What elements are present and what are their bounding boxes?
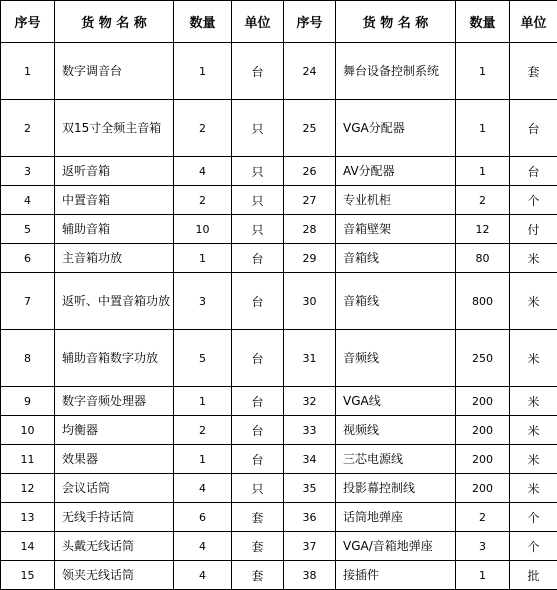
qty-cell: 1 [174,43,232,100]
qty-cell: 2 [174,100,232,157]
qty-cell: 200 [456,416,510,445]
name-cell: 返听音箱 [55,157,174,186]
unit-cell: 台 [510,100,557,157]
header-qty: 数量 [456,1,510,43]
seq-cell: 32 [284,387,336,416]
qty-cell: 1 [456,100,510,157]
name-cell: 专业机柜 [336,186,456,215]
unit-cell: 米 [510,387,557,416]
table-row [1,186,557,215]
table-row [1,273,557,330]
seq-cell: 5 [1,215,55,244]
qty-cell: 800 [456,273,510,330]
qty-cell: 2 [456,186,510,215]
qty-cell: 4 [174,157,232,186]
seq-cell: 13 [1,503,55,532]
table-row [1,561,557,590]
table-row [1,244,557,273]
unit-cell: 只 [232,186,284,215]
header-unit: 单位 [510,1,557,43]
seq-cell: 33 [284,416,336,445]
seq-cell: 2 [1,100,55,157]
name-cell: VGA分配器 [336,100,456,157]
seq-cell: 15 [1,561,55,590]
seq-cell: 3 [1,157,55,186]
name-cell: 辅助音箱数字功放 [55,330,174,387]
table-row [1,474,557,503]
name-cell: 中置音箱 [55,186,174,215]
seq-cell: 31 [284,330,336,387]
unit-cell: 米 [510,445,557,474]
qty-cell: 1 [174,387,232,416]
seq-cell: 4 [1,186,55,215]
table-row [1,416,557,445]
table-row [1,215,557,244]
qty-cell: 250 [456,330,510,387]
unit-cell: 套 [232,532,284,561]
seq-cell: 9 [1,387,55,416]
qty-cell: 1 [174,445,232,474]
name-cell: 头戴无线话筒 [55,532,174,561]
name-cell: 三芯电源线 [336,445,456,474]
name-cell: 均衡器 [55,416,174,445]
header-name: 货 物 名 称 [336,1,456,43]
name-cell: 话筒地弹座 [336,503,456,532]
unit-cell: 米 [510,273,557,330]
name-cell: 领夹无线话筒 [55,561,174,590]
qty-cell: 1 [456,561,510,590]
name-cell: 会议话筒 [55,474,174,503]
unit-cell: 米 [510,330,557,387]
unit-cell: 套 [232,561,284,590]
qty-cell: 3 [174,273,232,330]
unit-cell: 台 [232,445,284,474]
seq-cell: 12 [1,474,55,503]
unit-cell: 台 [232,416,284,445]
qty-cell: 1 [174,244,232,273]
table-row [1,445,557,474]
seq-cell: 26 [284,157,336,186]
seq-cell: 11 [1,445,55,474]
name-cell: 音频线 [336,330,456,387]
qty-cell: 2 [456,503,510,532]
unit-cell: 个 [510,532,557,561]
name-cell: 数字调音台 [55,43,174,100]
header-seq: 序号 [1,1,55,43]
name-cell: VGA/音箱地弹座 [336,532,456,561]
unit-cell: 套 [510,43,557,100]
name-cell: 视频线 [336,416,456,445]
unit-cell: 只 [232,474,284,503]
seq-cell: 37 [284,532,336,561]
qty-cell: 2 [174,416,232,445]
seq-cell: 6 [1,244,55,273]
unit-cell: 只 [232,157,284,186]
header-name: 货 物 名 称 [55,1,174,43]
qty-cell: 12 [456,215,510,244]
seq-cell: 7 [1,273,55,330]
seq-cell: 34 [284,445,336,474]
unit-cell: 付 [510,215,557,244]
qty-cell: 200 [456,445,510,474]
seq-cell: 10 [1,416,55,445]
unit-cell: 米 [510,244,557,273]
seq-cell: 24 [284,43,336,100]
table-row [1,157,557,186]
qty-cell: 4 [174,474,232,503]
header-row [1,1,557,43]
table-row [1,330,557,387]
qty-cell: 3 [456,532,510,561]
name-cell: 双15寸全频主音箱 [55,100,174,157]
qty-cell: 5 [174,330,232,387]
seq-cell: 27 [284,186,336,215]
qty-cell: 2 [174,186,232,215]
qty-cell: 1 [456,157,510,186]
header-qty: 数量 [174,1,232,43]
name-cell: 音箱壁架 [336,215,456,244]
unit-cell: 个 [510,186,557,215]
unit-cell: 台 [232,387,284,416]
seq-cell: 25 [284,100,336,157]
qty-cell: 1 [456,43,510,100]
header-seq: 序号 [284,1,336,43]
table-row [1,100,557,157]
name-cell: 辅助音箱 [55,215,174,244]
unit-cell: 台 [232,330,284,387]
name-cell: 数字音频处理器 [55,387,174,416]
seq-cell: 1 [1,43,55,100]
name-cell: AV分配器 [336,157,456,186]
qty-cell: 4 [174,561,232,590]
seq-cell: 8 [1,330,55,387]
unit-cell: 米 [510,474,557,503]
unit-cell: 米 [510,416,557,445]
unit-cell: 个 [510,503,557,532]
table-row [1,43,557,100]
table-row [1,532,557,561]
table-row [1,387,557,416]
unit-cell: 只 [232,100,284,157]
seq-cell: 14 [1,532,55,561]
name-cell: VGA线 [336,387,456,416]
seq-cell: 28 [284,215,336,244]
seq-cell: 30 [284,273,336,330]
unit-cell: 套 [232,503,284,532]
name-cell: 音箱线 [336,244,456,273]
unit-cell: 台 [232,273,284,330]
name-cell: 无线手持话筒 [55,503,174,532]
seq-cell: 36 [284,503,336,532]
qty-cell: 200 [456,387,510,416]
unit-cell: 台 [232,43,284,100]
unit-cell: 台 [232,244,284,273]
table-row [1,503,557,532]
qty-cell: 200 [456,474,510,503]
unit-cell: 台 [510,157,557,186]
qty-cell: 4 [174,532,232,561]
name-cell: 主音箱功放 [55,244,174,273]
seq-cell: 38 [284,561,336,590]
name-cell: 返听、中置音箱功放 [55,273,174,330]
qty-cell: 80 [456,244,510,273]
header-unit: 单位 [232,1,284,43]
name-cell: 投影幕控制线 [336,474,456,503]
name-cell: 音箱线 [336,273,456,330]
seq-cell: 29 [284,244,336,273]
name-cell: 效果器 [55,445,174,474]
qty-cell: 6 [174,503,232,532]
unit-cell: 只 [232,215,284,244]
seq-cell: 35 [284,474,336,503]
unit-cell: 批 [510,561,557,590]
name-cell: 接插件 [336,561,456,590]
name-cell: 舞台设备控制系统 [336,43,456,100]
qty-cell: 10 [174,215,232,244]
